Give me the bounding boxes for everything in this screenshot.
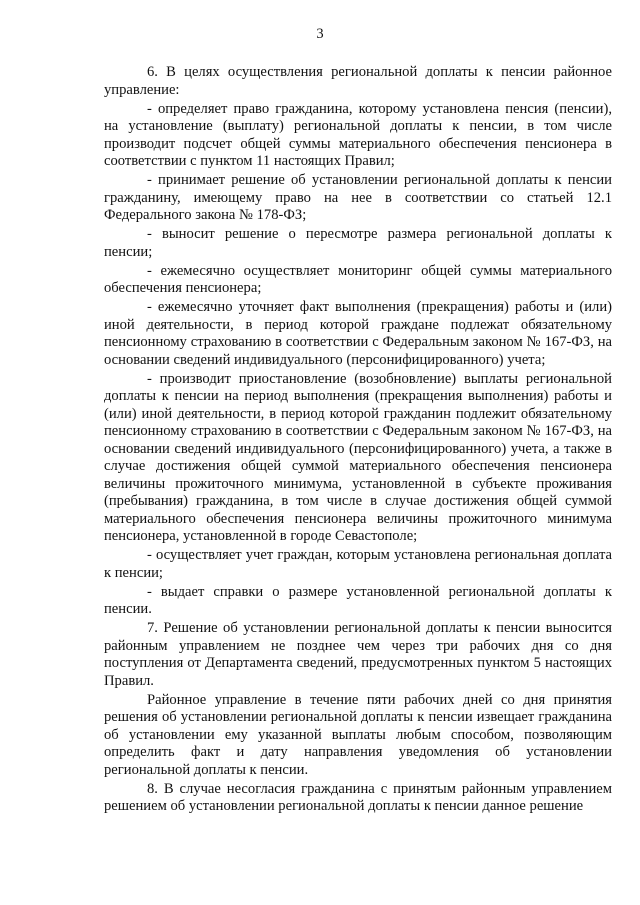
list-item-determine-right: - определяет право гражданина, которому установлена пенсия (пенсии), на установление (выплату) региональной доплаты к пенсии, в том числе производит подсчет общей суммы материального обеспечения пенсионера в соответствии с пунктом 11 настоящих Правил; [104,100,612,169]
page-number: 3 [316,26,324,42]
list-item-certificates: - выдает справки о размере установленной региональной доплаты к пенсии. [104,583,612,617]
paragraph-notification: Районное управление в течение пяти рабочих дней со дня принятия решения об установлении региональной доплаты к пенсии извещает гражданина об установлении ему указанной выплаты любым способом, позволяющим определить факт и дату направления уведомления об установлении региональной доплаты к пенсии. [104,691,612,778]
paragraph-8: 8. В случае несогласия гражданина с принятым районным управлением решением об установлении региональной доплаты к пенсии данное решение [104,780,612,814]
paragraph-7: 7. Решение об установлении региональной доплаты к пенсии выносится районным управлением не позднее чем через три рабочих дня со дня поступления от Департамента сведений, предусмотренных пунктом 5 настоящих Правил. [104,620,612,689]
document-body [104,64,612,816]
list-item-make-decision: - принимает решение об установлении региональной доплаты к пенсии гражданину, имеющему право на нее в соответствии со статьей 12.1 Федерального закона № 178-ФЗ; [104,172,612,223]
list-item-accounting: - осуществляет учет граждан, которым установлена региональная доплата к пенсии; [104,547,612,581]
paragraph-6-intro: 6. В целях осуществления региональной доплаты к пенсии районное управление: [104,64,612,98]
list-item-monthly-verification: - ежемесячно уточняет факт выполнения (прекращения) работы и (или) иной деятельности, в период которой граждане подлежат обязательному пенсионному страхованию в соответствии с Федеральным законом № 167-ФЗ, на основании сведений индивидуального (персонифицированного) учета; [104,299,612,368]
list-item-monthly-monitoring: - ежемесячно осуществляет мониторинг общей суммы материального обеспечения пенсионера; [104,262,612,296]
list-item-suspension: - производит приостановление (возобновление) выплаты региональной доплаты к пенсии на период выполнения (прекращения выполнения) работы и (или) иной деятельности, в период которой гражданин подлежит обязательному пенсионному страхованию в соответствии с Федеральным законом № 167-ФЗ, на основании сведений индивидуального (персонифицированного) учета, а также в случае достижения общей суммой материального обеспечения пенсионера величины прожиточного минимума, установленной в субъекте проживания (пребывания) гражданина, в том числе в случае достижения общей суммой материального обеспечения пенсионера величины прожиточного минимума пенсионера, установленной в городе Севастополе; [104,370,612,544]
list-item-review-decision: - выносит решение о пересмотре размера региональной доплаты к пенсии; [104,226,612,260]
